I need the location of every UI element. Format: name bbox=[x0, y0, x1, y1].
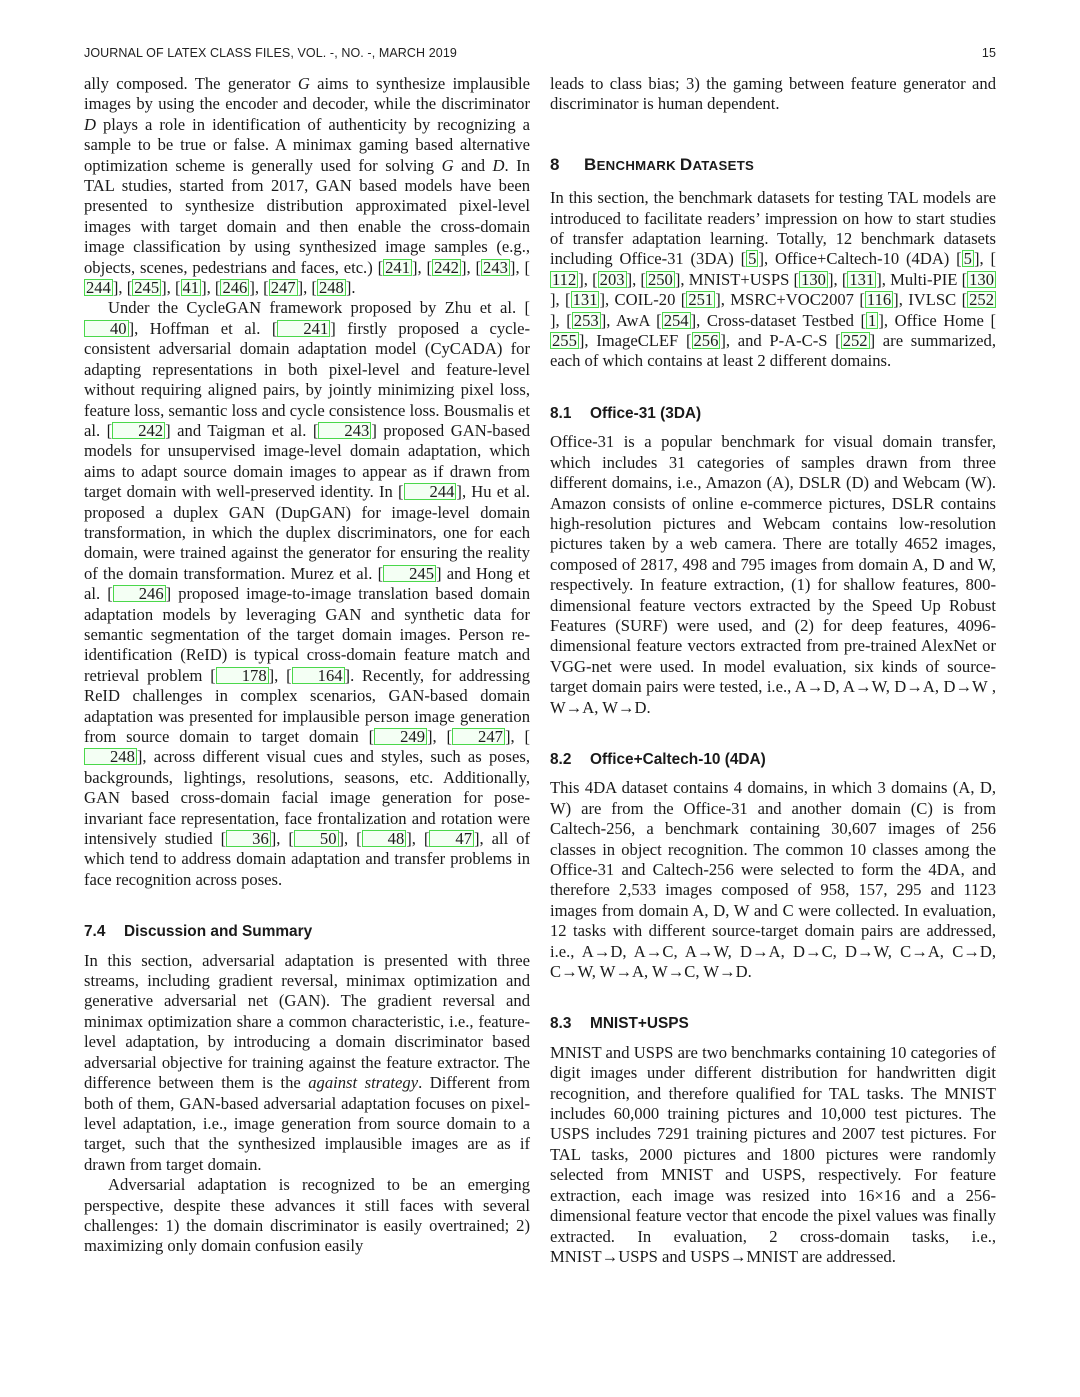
section-heading-8-2: 8.2 Office+Caltech-10 (4DA) bbox=[550, 750, 766, 768]
citation-link[interactable]: 1 bbox=[868, 310, 877, 330]
citation-link[interactable]: 50 bbox=[294, 830, 339, 847]
citation-link[interactable]: 245 bbox=[383, 565, 436, 582]
math-D: D bbox=[492, 155, 505, 175]
paragraph-benchmark-intro: In this section, the benchmark datasets for testing TAL models are introduced to facilitate readers’ impression on how to start studies of transfer adaptation learning. Totally, 12 benchmark datasets including Office-31 (3DA) [ 5 ], Office+Caltech-10 (4DA) [ 5 ], [112 ], [ 203 ], [ 250 ], MNIST+USPS [ 130 ], [ 131 ], Multi-PIE [ 130], [ 131 ], COIL-20 [ 251 ], MSRC+VOC2007 [ 116 ], IVLSC [ 252], [ 253 ], AwA [ 254 ], Cross-dataset Testbed [ 1 ], Office Home [255 ], ImageCLEF [ 256 ], and P-A-C-S [ 252 ] are summarized, each of which contains at least 2 different domains. bbox=[550, 188, 996, 371]
citation-link[interactable]: 254 bbox=[663, 310, 689, 330]
paragraph-office31: Office-31 is a popular benchmark for visual domain transfer, which includes 31 categories of samples drawn from three different domains, i.e., Amazon (A), DSLR (D) and Webcam (W). Amazon consists of online e-commerce pictures, DSLR contains high-resolution pictures and Webcam contains low-resolution pictures taken by a web camera. There are totally 4652 images, composed of 2817, 498 and 795 images from domain A, D and W, respectively. In feature extraction, (1) for shallow features, 800-dimensional feature vectors extracted by the Speed Up Robust Features (SURF) were used, and (2) for deep features, 4096-dimensional feature vectors extracted from pre-trained AlexNet or VGG-net were used. In model evaluation, six kinds of source-target domain pairs were tested, i.e., A→D, A→W, D→A, D→W , W→A, W→D. bbox=[550, 432, 996, 717]
citation-link[interactable]: 116 bbox=[866, 290, 892, 310]
citation-link[interactable]: 242 bbox=[434, 257, 459, 277]
math-G: G bbox=[297, 74, 310, 93]
paragraph-mnist-usps: MNIST and USPS are two benchmarks containing 10 categories of digit images under different distribution for handwritten digit recognition, and therefore qualified for TAL tasks. The MNIST includes 60,000 training pictures and 10,000 test pictures. The USPS includes 7291 training pictures and 2007 test pictures. For TAL tasks, 2000 pictures and 1800 pictures were randomly selected from MNIST and USPS, respectively. For feature extraction, each image was resized into 16×16 and a 256-dimensional feature vector that encode the pixel values was finally extracted. In evaluation, 2 cross-domain tasks, i.e., MNIST→USPS and USPS→MNIST are addressed. bbox=[550, 1042, 996, 1266]
citation-link[interactable]: 245 bbox=[134, 278, 160, 298]
citation-link[interactable]: 178 bbox=[216, 667, 269, 684]
citation-link[interactable]: 5 bbox=[963, 249, 972, 269]
citation-link[interactable]: 243 bbox=[318, 422, 371, 439]
citation-link[interactable]: 112 bbox=[552, 269, 577, 289]
citation-link[interactable]: 47 bbox=[429, 830, 474, 847]
running-header bbox=[84, 46, 996, 66]
page-number: 15 bbox=[981, 46, 996, 60]
citation-link[interactable]: 40 bbox=[84, 320, 129, 337]
citation-link[interactable]: 241 bbox=[277, 320, 330, 337]
citation-link[interactable]: 131 bbox=[572, 290, 598, 310]
citation-link[interactable]: 244 bbox=[404, 483, 457, 500]
math-G: G bbox=[441, 155, 454, 175]
citation-link[interactable]: 130 bbox=[969, 269, 995, 289]
citation-link[interactable]: 250 bbox=[647, 269, 673, 289]
citation-link[interactable]: 248 bbox=[318, 278, 344, 298]
citation-link[interactable]: 36 bbox=[226, 830, 271, 847]
emphasis-text: against strategy bbox=[308, 1073, 419, 1093]
citation-link[interactable]: 131 bbox=[849, 269, 875, 289]
section-heading-8: 8 BENCHMARK DATASETS bbox=[550, 154, 755, 174]
citation-link[interactable]: 251 bbox=[688, 290, 714, 310]
paragraph-continuation: leads to class bias; 3) the gaming between feature generator and discriminator is human dependent. bbox=[550, 74, 996, 114]
citation-link[interactable]: 246 bbox=[222, 278, 248, 298]
math-D: D bbox=[84, 114, 96, 134]
citation-link[interactable]: 246 bbox=[113, 585, 166, 602]
paragraph-cyclegan: Under the CycleGAN framework proposed by Zhu et al. [40 ], Hoffman et al. [ 241 ] firstly proposed a cycle-consistent adversarial domain adaptation model (CyCADA) for adapting representations in both pixel-level and feature-level without requiring aligned pairs, by jointly minimizing pixel loss, feature loss, semantic loss and cycle consistence loss. Bousmalis et al. [ 242 ] and Taigman et al. [ 243 ] proposed GAN-based models for unsupervised image-level domain adaptation, which aims to adapt source domain images to appear as if drawn from target domain with well-preserved identity. In [ 244 ], Hu et al. proposed a duplex GAN (DupGAN) for image-level domain transformation, in which the duplex discriminators, one for each domain, were trained against the generator for ensuring the reality of the domain transformation. Murez et al. [ 245 ] and Hong et al. [ 246 ] proposed image-to-image translation based domain adaptation models by leveraging GAN and synthetic data for semantic segmentation of the target domain images. Person re-identification (ReID) is typical cross-domain feature match and retrieval problem [ 178 ], [ 164 ]. Recently, for addressing ReID challenges in complex scenarios, GAN-based domain adaptation was presented for implausible person image generation from source domain to target domain [ 249 ], [ 247 ], [248 ], across different visual cues and styles, such as poses, backgrounds, lightings, resolutions, seasons, etc. Additionally, GAN based cross-domain facial image generation for pose-invariant face representation, face frontalization and rotation were intensively studied [ 36 ], [ 50 ], [ 48 ], [ 47 ], all of which tend to address domain adaptation and transfer problems in face recognition across poses. bbox=[84, 298, 531, 889]
citation-link[interactable]: 48 bbox=[362, 830, 407, 847]
citation-link[interactable]: 244 bbox=[86, 278, 111, 298]
citation-link[interactable]: 252 bbox=[842, 331, 868, 351]
citation-link[interactable]: 243 bbox=[483, 257, 508, 277]
paragraph-office-caltech: This 4DA dataset contains 4 domains, in which 3 domains (A, D, W) are from the Office-31 and another domain (C) is from Caltech-256, a benchmark containing 30,607 images of 256 classes in object recognition. The common 10 classes among the Office-31 and Caltech-256 were selected to form the 4DA, and therefore 2,533 images composed of 958, 157, 295 and 1123 images from domain A, D, W and C were collected. In evaluation, 12 tasks with different source-target domain pairs are addressed, i.e., A→D, A→C, A→W, D→A, D→C, D→W, C→A, C→D, C→W, W→A, W→C, W→D. bbox=[550, 778, 996, 982]
section-heading-7-4: 7.4 Discussion and Summary bbox=[84, 923, 313, 941]
paragraph-discussion: In this section, adversarial adaptation is presented with three streams, including gradient reversal, minimax optimization and generative adversarial net (GAN). The gradient reversal and minimax optimization share a common characteristic, i.e., feature-level adaptation, by introducing a domain discriminator based adversarial objective for training against the feature extractor. The difference between them is the against strategy. Different from both of them, GAN-based adversarial adaptation focuses on pixel-level adaptation, i.e., image generation from source domain to a target, such that the synthesized implausible images are as if drawn from target domain. bbox=[84, 950, 530, 1174]
citation-link[interactable]: 247 bbox=[270, 278, 296, 298]
citation-link[interactable]: 255 bbox=[552, 331, 577, 351]
citation-link[interactable]: 130 bbox=[801, 269, 826, 289]
right-column bbox=[550, 74, 996, 1267]
paragraph-challenges: Adversarial adaptation is recognized to be an emerging perspective, despite these advances it still faces with several challenges: 1) the domain discriminator is easily overtrained; 2) maximizing only domain confusion easily bbox=[84, 1175, 530, 1256]
citation-link[interactable]: 247 bbox=[452, 728, 505, 745]
left-column bbox=[84, 74, 530, 1257]
citation-link[interactable]: 252 bbox=[969, 290, 994, 310]
citation-link[interactable]: 5 bbox=[748, 249, 757, 269]
section-heading-8-3: 8.3 MNIST+USPS bbox=[550, 1015, 689, 1033]
citation-link[interactable]: 256 bbox=[693, 331, 719, 351]
citation-link[interactable]: 164 bbox=[292, 667, 345, 684]
section-heading-8-1: 8.1 Office-31 (3DA) bbox=[550, 404, 702, 422]
journal-title: JOURNAL OF LATEX CLASS FILES, VOL. -, NO. -, MARCH 2019 bbox=[84, 46, 457, 60]
citation-link[interactable]: 203 bbox=[599, 269, 625, 289]
citation-link[interactable]: 241 bbox=[385, 257, 411, 277]
citation-link[interactable]: 242 bbox=[112, 422, 165, 439]
citation-link[interactable]: 248 bbox=[84, 748, 137, 765]
paragraph-gan-intro: ally composed. The generator G aims to synthesize implausible images by using the encoder and decoder, while the discriminator D plays a role in identification of authenticity by recognizing a sample to be true or false. A minimax gaming based alternative optimization scheme is generally used for solving G and D. In TAL studies, started from 2017, GAN based models have been presented to synthesize distribution approximated pixel-level images with target domain and then enable the cross-domain image classification by using synthesized image samples (e.g., objects, scenes, pedestrians and faces, etc.) [ 241 ], [ 242 ], [ 243 ], [244 ], [ 245 ], [ 41 ], [ 246 ], [ 247 ], [ 248 ]. bbox=[84, 74, 530, 298]
citation-link[interactable]: 249 bbox=[374, 728, 427, 745]
citation-link[interactable]: 41 bbox=[182, 278, 200, 298]
citation-link[interactable]: 253 bbox=[573, 310, 599, 330]
